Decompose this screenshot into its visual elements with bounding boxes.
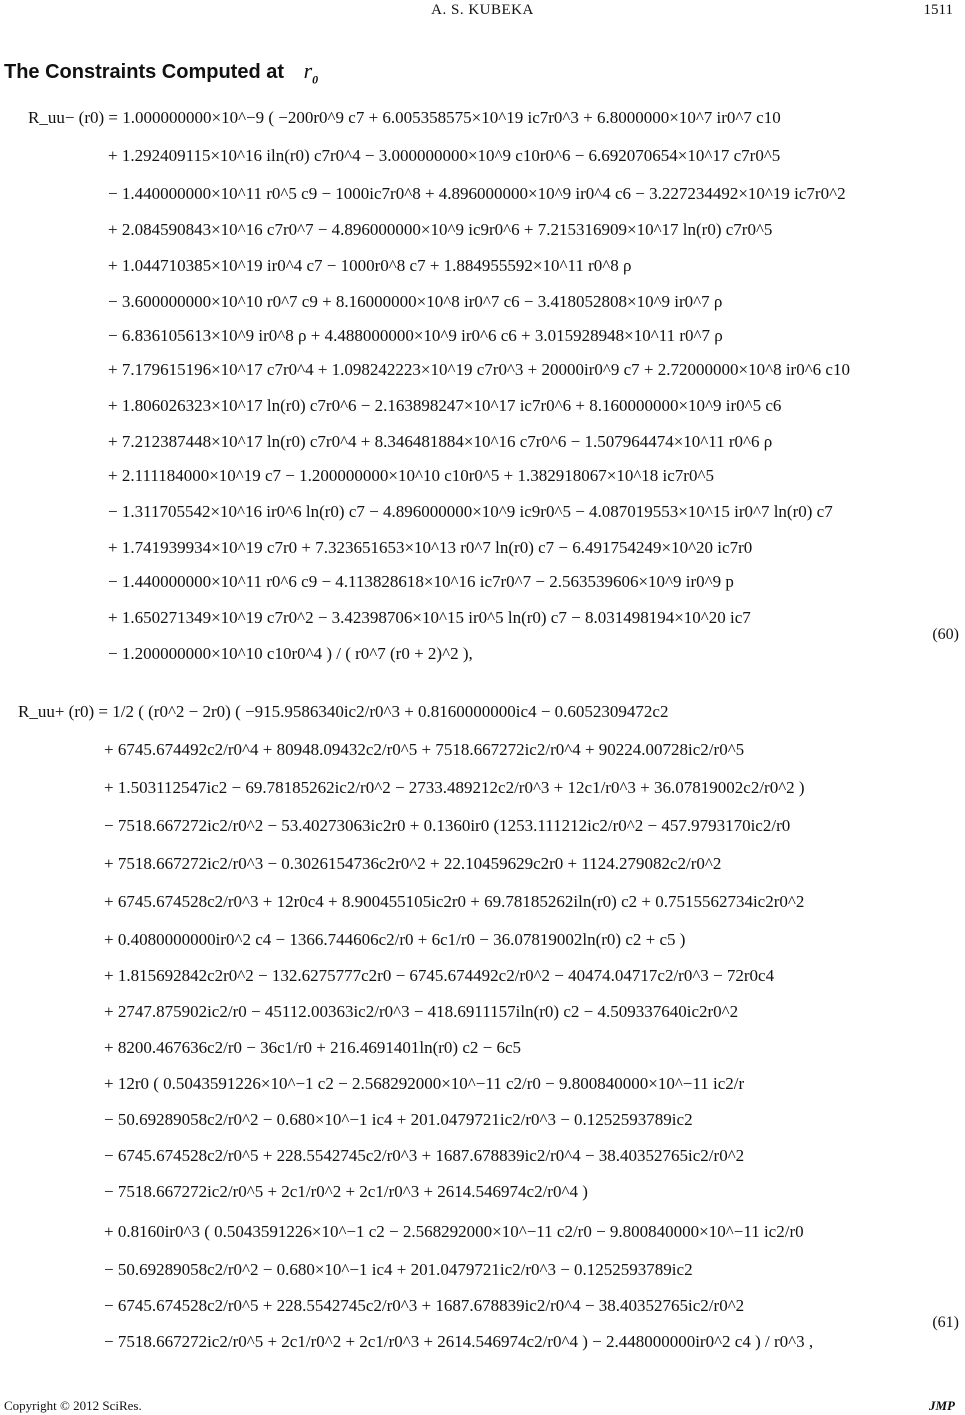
equation-line: + 7518.667272ic2/r0^3 − 0.3026154736c2r0^2 + 22.10459629c2r0 + 1124.279082c2/r0^2 <box>104 854 722 873</box>
equation-line: − 1.311705542×10^16 ir0^6 ln(r0) c7 − 4.896000000×10^9 ic9r0^5 − 4.087019553×10^15 ir0^7 ln(r0) c7 <box>108 502 833 521</box>
equation-line: + 2.111184000×10^19 c7 − 1.200000000×10^10 c10r0^5 + 1.382918067×10^18 ic7r0^5 <box>108 466 714 485</box>
equation-line: − 6745.674528c2/r0^5 + 228.5542745c2/r0^3 + 1687.678839ic2/r0^4 − 38.40352765ic2/r0^2 <box>104 1296 745 1315</box>
footer-copyright: Copyright © 2012 SciRes. <box>4 1398 142 1413</box>
page-number: 1511 <box>923 2 953 18</box>
equation-line: + 1.503112547ic2 − 69.78185262ic2/r0^2 − 2733.489212c2/r0^3 + 12c1/r0^3 + 36.07819002c2/r0^2 ) <box>104 778 805 797</box>
equation-line: R_uu− (r0) = 1.000000000×10^−9 ( −200r0^9 c7 + 6.005358575×10^19 ic7r0^3 + 6.8000000×10^7 ir0^7 c10 <box>28 108 781 127</box>
equation-line: + 1.806026323×10^17 ln(r0) c7r0^6 − 2.163898247×10^17 ic7r0^6 + 8.160000000×10^9 ir0^5 c6 <box>108 396 782 415</box>
equation-line: + 1.044710385×10^19 ir0^4 c7 − 1000r0^8 c7 + 1.884955592×10^11 r0^8 ρ <box>108 256 632 275</box>
equation-line: + 1.815692842c2r0^2 − 132.6275777c2r0 − 6745.674492c2/r0^2 − 40474.04717c2/r0^3 − 72r0c4 <box>104 966 775 985</box>
section-title <box>4 58 318 87</box>
equation-line: R_uu+ (r0) = 1/2 ( (r0^2 − 2r0) ( −915.9586340ic2/r0^3 + 0.8160000000ic4 − 0.6052309472c2 <box>18 702 669 721</box>
footer-journal: JMP <box>929 1398 955 1413</box>
equation-line: + 8200.467636c2/r0 − 36c1/r0 + 216.4691401ln(r0) c2 − 6c5 <box>104 1038 522 1057</box>
equation-number-61: (61) <box>932 1314 959 1331</box>
equation-line: + 1.292409115×10^16 iln(r0) c7r0^4 − 3.000000000×10^9 c10r0^6 − 6.692070654×10^17 c7r0^5 <box>108 146 781 165</box>
equation-line: − 6.836105613×10^9 ir0^8 ρ + 4.488000000×10^9 ir0^6 c6 + 3.015928948×10^11 r0^7 ρ <box>108 326 723 345</box>
equation-line: + 12r0 ( 0.5043591226×10^−1 c2 − 2.568292000×10^−11 c2/r0 − 9.800840000×10^−11 ic2/r <box>104 1074 745 1093</box>
equation-line: − 1.440000000×10^11 r0^5 c9 − 1000ic7r0^8 + 4.896000000×10^9 ir0^4 c6 − 3.227234492×10^19 ic7r0^2 <box>108 184 846 203</box>
equation-line: − 7518.667272ic2/r0^5 + 2c1/r0^2 + 2c1/r0^3 + 2614.546974c2/r0^4 ) − 2.448000000ir0^2 c4 ) / r0^3 , <box>104 1332 814 1351</box>
equation-line: − 7518.667272ic2/r0^5 + 2c1/r0^2 + 2c1/r0^3 + 2614.546974c2/r0^4 ) <box>104 1182 588 1201</box>
equation-line: + 6745.674492c2/r0^4 + 80948.09432c2/r0^5 + 7518.667272ic2/r0^4 + 90224.00728ic2/r0^5 <box>104 740 745 759</box>
equation-line: + 6745.674528c2/r0^3 + 12r0c4 + 8.900455105ic2r0 + 69.78185262iln(r0) c2 + 0.7515562734ic2r0^2 <box>104 892 805 911</box>
equation-line: − 1.440000000×10^11 r0^6 c9 − 4.113828618×10^16 ic7r0^7 − 2.563539606×10^9 ir0^9 p <box>108 572 734 591</box>
equation-line: + 1.741939934×10^19 c7r0 + 7.323651653×10^13 r0^7 ln(r0) c7 − 6.491754249×10^20 ic7r0 <box>108 538 753 557</box>
equation-line: − 1.200000000×10^10 c10r0^4 ) / ( r0^7 (r0 + 2)^2 ), <box>108 644 473 663</box>
section-title-symbol: $r_0$ <box>303 58 319 87</box>
equation-line: − 7518.667272ic2/r0^2 − 53.40273063ic2r0 + 0.1360ir0 (1253.111212ic2/r0^2 − 457.9793170ic2/r0 <box>104 816 791 835</box>
equation-line: + 7.179615196×10^17 c7r0^4 + 1.098242223×10^19 c7r0^3 + 20000ir0^9 c7 + 2.72000000×10^8 ir0^6 c10 <box>108 360 850 379</box>
equation-line: + 7.212387448×10^17 ln(r0) c7r0^4 + 8.346481884×10^16 c7r0^6 − 1.507964474×10^11 r0^6 ρ <box>108 432 773 451</box>
equation-line: + 0.8160ir0^3 ( 0.5043591226×10^−1 c2 − 2.568292000×10^−11 c2/r0 − 9.800840000×10^−11 ic2/r0 <box>104 1222 804 1241</box>
equation-line: − 3.600000000×10^10 r0^7 c9 + 8.16000000×10^8 ir0^7 c6 − 3.418052808×10^9 ir0^7 ρ <box>108 292 723 311</box>
equation-line: − 50.69289058c2/r0^2 − 0.680×10^−1 ic4 + 201.0479721ic2/r0^3 − 0.1252593789ic2 <box>104 1260 693 1279</box>
equation-number-60: (60) <box>932 626 959 643</box>
section-title-text: The Constraints Computed at <box>4 61 285 83</box>
equation-line: + 0.4080000000ir0^2 c4 − 1366.744606c2/r0 + 6c1/r0 − 36.07819002ln(r0) c2 + c5 ) <box>104 930 686 949</box>
equation-line: + 2747.875902ic2/r0 − 45112.00363ic2/r0^3 − 418.6911157iln(r0) c2 − 4.509337640ic2r0^2 <box>104 1002 739 1021</box>
equation-line: + 1.650271349×10^19 c7r0^2 − 3.42398706×10^15 ir0^5 ln(r0) c7 − 8.031498194×10^20 ic7 <box>108 608 751 627</box>
equation-line: + 2.084590843×10^16 c7r0^7 − 4.896000000×10^9 ic9r0^6 + 7.215316909×10^17 ln(r0) c7r0^5 <box>108 220 773 239</box>
equation-line: − 50.69289058c2/r0^2 − 0.680×10^−1 ic4 + 201.0479721ic2/r0^3 − 0.1252593789ic2 <box>104 1110 693 1129</box>
equation-line: − 6745.674528c2/r0^5 + 228.5542745c2/r0^3 + 1687.678839ic2/r0^4 − 38.40352765ic2/r0^2 <box>104 1146 745 1165</box>
running-header-author: A. S. KUBEKA <box>431 2 534 18</box>
